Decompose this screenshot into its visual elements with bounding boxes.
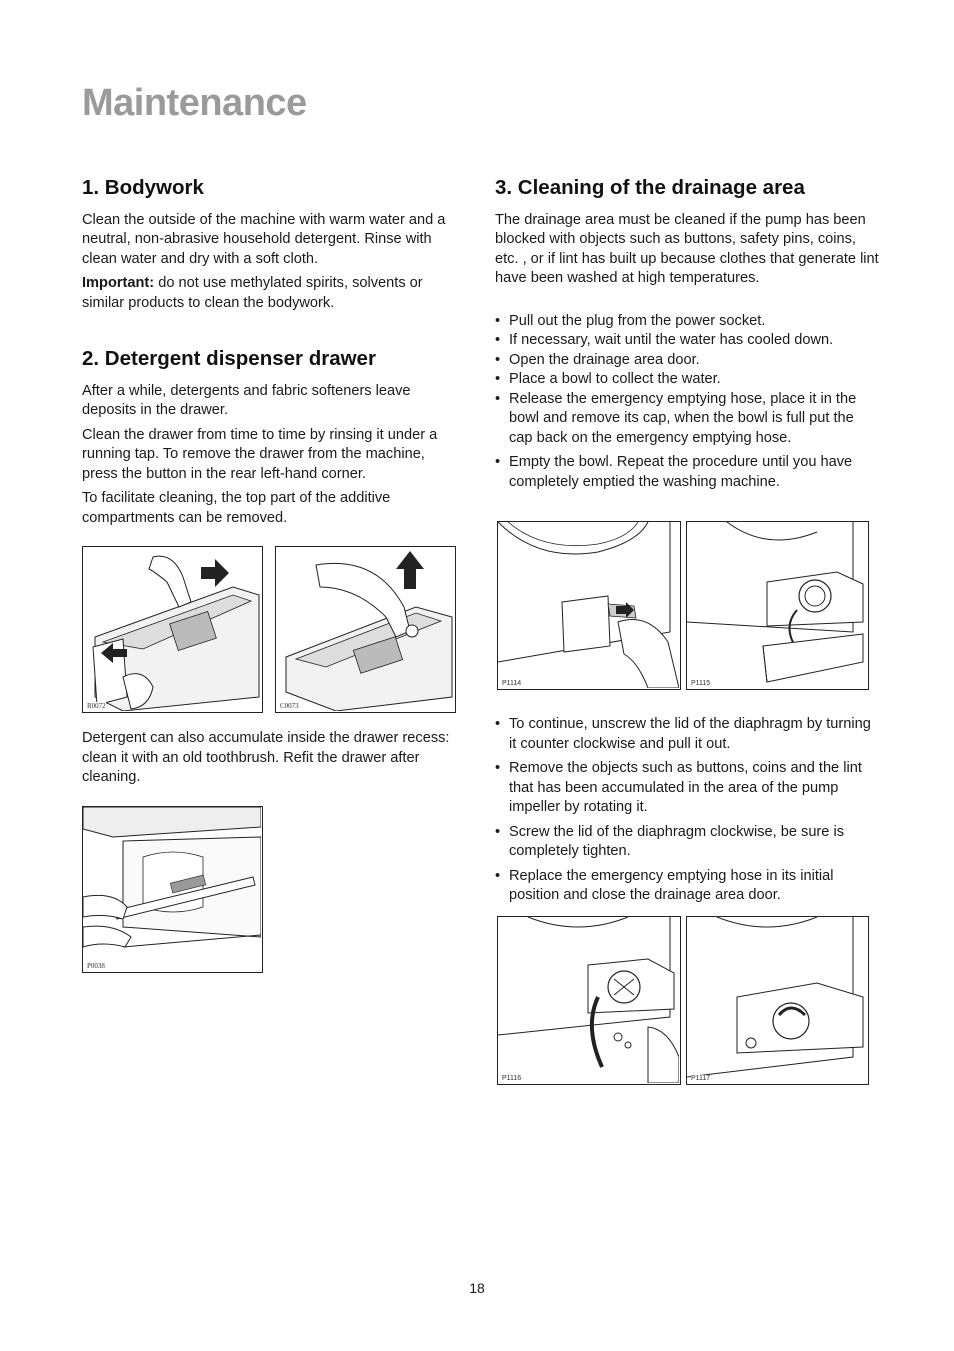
- drawer-figures-row: [82, 546, 462, 713]
- bodywork-paragraph: Clean the outside of the machine with warm water and a neutral, non-abrasive household detergent. Rinse with clean water and dry with a soft cloth.: [82, 211, 446, 267]
- figure-compartment-removal: [275, 546, 456, 713]
- important-label: Important:: [82, 275, 155, 292]
- figure-open-door: [497, 521, 681, 690]
- figure-label-p0038: P0038: [87, 961, 105, 970]
- detergent-paragraph-2: Clean the drawer from time to time by rinsing it under a running tap. To remove the drawer from the machine, press the button in the rear left-hand corner.: [82, 426, 438, 482]
- detergent-paragraph-1: After a while, detergents and fabric softeners leave deposits in the drawer.: [82, 382, 411, 419]
- bowl-hose-illustration: [687, 522, 867, 688]
- unscrew-lid-illustration: [498, 917, 679, 1083]
- figure-label-p1115: P1115: [691, 680, 711, 688]
- drainage-steps-1: [495, 312, 880, 493]
- drainage-figures-row-1: [497, 521, 880, 690]
- list-item: • Empty the bowl. Repeat the procedure until you have completely emptied the washing machine.: [495, 453, 880, 492]
- list-item: • Remove the objects such as buttons, coins and the lint that has been accumulated in the area of the pump impeller by rotating it.: [495, 759, 880, 818]
- figure-drawer-removal: [82, 546, 263, 713]
- drainage-intro: The drainage area must be cleaned if the pump has been blocked with objects such as buttons, safety pins, coins, etc. , or if lint has built up because clothes that generate lint have been washed at high temperatures.: [495, 211, 879, 287]
- open-door-illustration: [498, 522, 679, 688]
- figure-label-p1114: P1114: [502, 680, 522, 688]
- replace-hose-illustration: [687, 917, 867, 1083]
- list-item: • Open the drainage area door.: [495, 351, 880, 371]
- compartment-removal-illustration: [276, 547, 454, 711]
- list-item: • Place a bowl to collect the water.: [495, 370, 880, 390]
- figure-unscrew-lid: [497, 916, 681, 1085]
- page-title: Maintenance: [82, 82, 307, 124]
- list-item: • Pull out the plug from the power socket.: [495, 312, 880, 332]
- figure-bowl-hose: [686, 521, 869, 690]
- detergent-heading: 2. Detergent dispenser drawer: [82, 347, 376, 371]
- list-item: • Release the emergency emptying hose, place it in the bowl and remove its cap, when the bowl is full put the cap back on the emergency emptying hose.: [495, 390, 880, 449]
- recess-cleaning-illustration: [83, 807, 261, 971]
- figure-recess-cleaning: [82, 806, 263, 973]
- important-text: do not use methylated spirits, solvents or similar products to clean the bodywork.: [82, 275, 423, 311]
- left-column: [82, 176, 462, 973]
- detergent-paragraph-4: Detergent can also accumulate inside the drawer recess: clean it with an old toothbrush. Refit the drawer after cleaning.: [82, 730, 450, 786]
- detergent-paragraph-3: To facilitate cleaning, the top part of the additive compartments can be removed.: [82, 490, 391, 526]
- list-item: • If necessary, wait until the water has cooled down.: [495, 331, 880, 351]
- list-item: • To continue, unscrew the lid of the diaphragm by turning it counter clockwise and pull it out.: [495, 715, 880, 754]
- drainage-steps-2: [495, 715, 880, 906]
- bodywork-important: [82, 274, 462, 313]
- figure-label-c0073: C0073: [280, 702, 299, 711]
- drainage-figures-row-2: [497, 916, 880, 1085]
- figure-label-p1116: P1116: [502, 1074, 522, 1082]
- drawer-removal-illustration: [83, 547, 261, 711]
- list-item: • Replace the emergency emptying hose in its initial position and close the drainage area door.: [495, 867, 880, 906]
- page-number: 18: [469, 1280, 485, 1296]
- figure-replace-hose: [686, 916, 869, 1085]
- right-column: [495, 176, 880, 1085]
- figure-label-r0072: R0072: [87, 702, 106, 711]
- list-item: • Screw the lid of the diaphragm clockwise, be sure is completely tighten.: [495, 823, 880, 862]
- drainage-heading: 3. Cleaning of the drainage area: [495, 176, 805, 199]
- figure-label-p1117: P1117: [691, 1074, 711, 1082]
- bodywork-heading: 1. Bodywork: [82, 176, 204, 199]
